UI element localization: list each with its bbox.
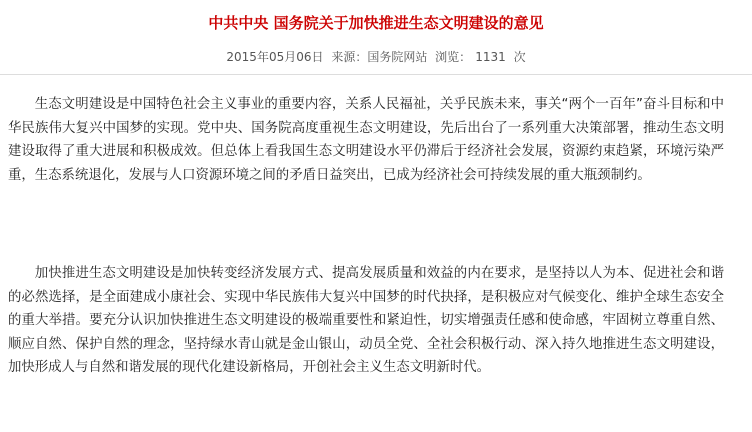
article-title: 中共中央 国务院关于加快推进生态文明建设的意见 [208, 14, 544, 32]
views-count: 1131 [475, 50, 506, 64]
meta-divider [0, 74, 752, 75]
views-label: 浏览： [435, 50, 472, 64]
source-label: 来源：国务院网站 [331, 50, 428, 64]
publish-date: 2015年05月06日 [226, 50, 324, 64]
article-paragraph: 生态文明建设是中国特色社会主义事业的重要内容，关系人民福祉，关乎民族未来，事关“两个一百年”奋斗目标和中华民族伟大复兴中国梦的实现。党中央、国务院高度重视生态文明建设，先后出台了一系列重大决策部署，推动生态文明建设取得了重大进展和积极成效。但总体上看我国生态文明建设水平仍滞后于经济社会发展，资源约束趋紧，环境污染严重，生态系统退化，发展与人口资源环境之间的矛盾日益突出，已成为经济社会可持续发展的重大瓶颈制约。 [8, 97, 724, 183]
views-unit: 次 [513, 50, 526, 64]
article-paragraph: 加快推进生态文明建设是加快转变经济发展方式、提高发展质量和效益的内在要求，是坚持以人为本、促进社会和谐的必然选择，是全面建成小康社会、实现中华民族伟大复兴中国梦的时代抉择，是积极应对气候变化、维护全球生态安全的重大举措。要充分认识加快推进生态文明建设的极端重要性和紧迫性，切实增强责任感和使命感，牢固树立尊重自然、顺应自然、保护自然的理念，坚持绿水青山就是金山银山，动员全党、全社会积极行动、深入持久地推进生态文明建设，加快形成人与自然和谐发展的现代化建设新格局，开创社会主义生态文明新时代。 [8, 266, 724, 375]
article-meta [0, 48, 752, 66]
